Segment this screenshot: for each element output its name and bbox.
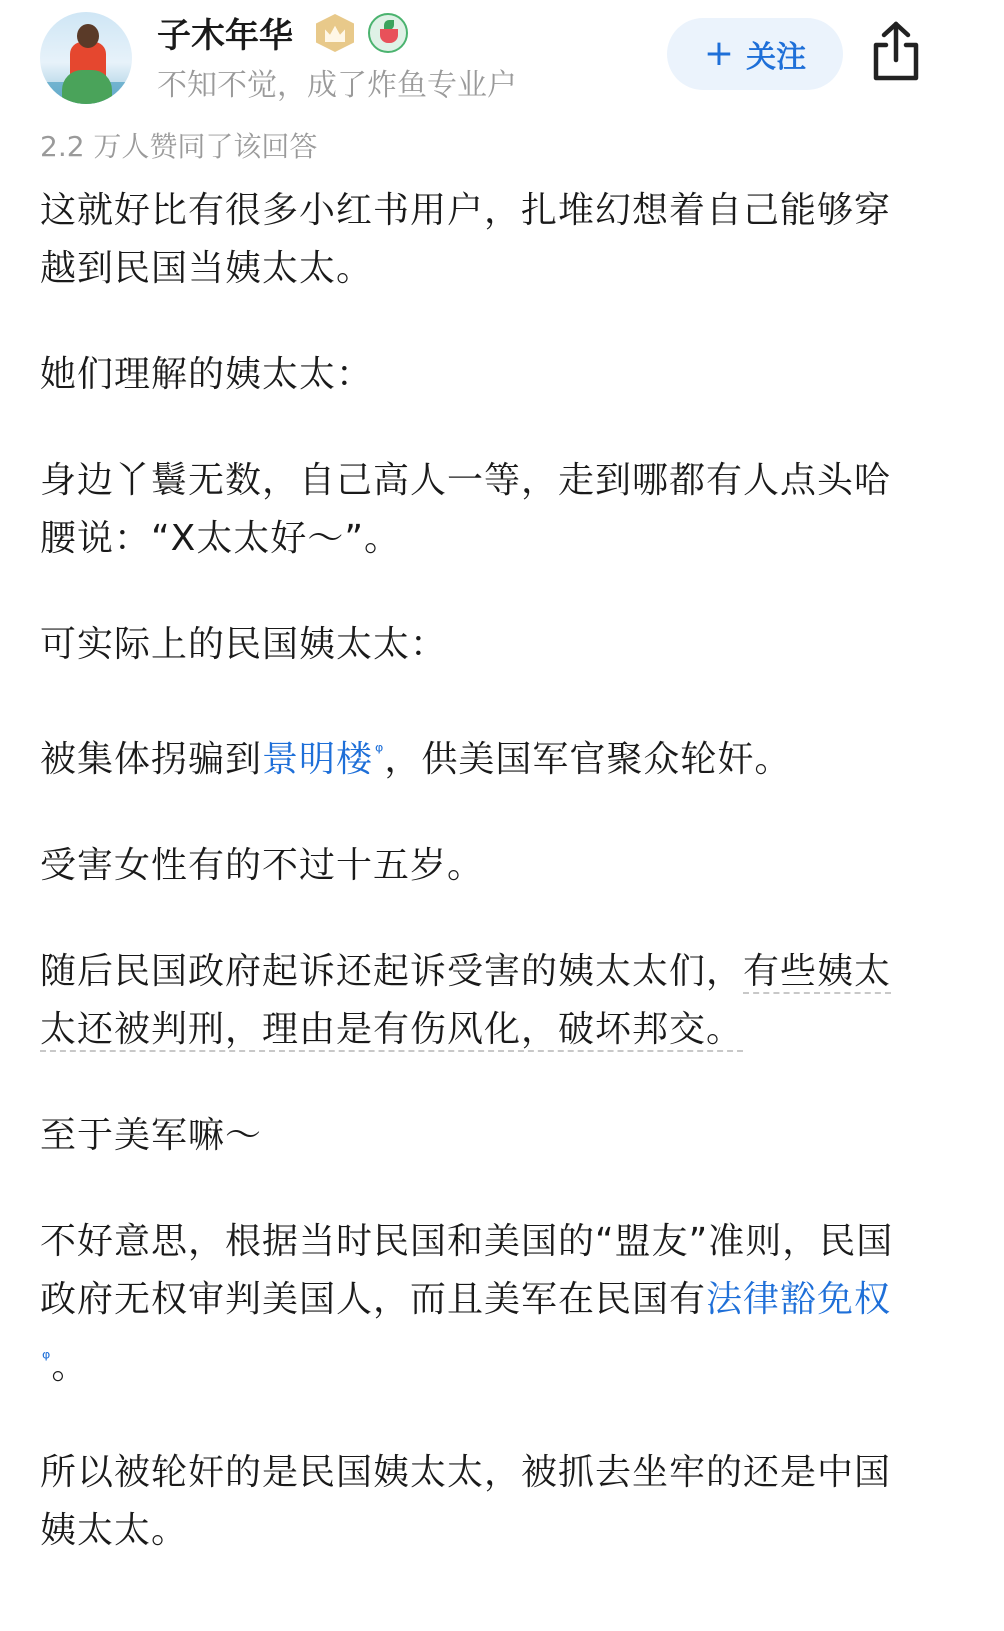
search-icon: ᵠ (375, 739, 385, 763)
vote-count: 2.2 万人赞同了该回答 (40, 130, 318, 163)
cup-shape (380, 29, 398, 43)
link-text: 景明楼 (262, 739, 374, 780)
paragraph: 她们理解的姨太太： (40, 354, 374, 395)
author-name[interactable]: 子木年华 (157, 16, 293, 56)
crown-badge-icon[interactable] (316, 14, 354, 52)
text: 。 (51, 1346, 89, 1387)
answer-content (40, 182, 920, 1608)
text: 不好意思，根据当时民国和美国的“盟友”准则，民国政府无权审判美国人，而且美军在民国有 (40, 1221, 894, 1320)
author-bio: 不知不觉，成了炸鱼专业户 (157, 68, 517, 103)
plant-badge-icon[interactable] (368, 13, 408, 53)
search-icon: ᵠ (42, 1346, 52, 1370)
text: 随后民国政府起诉还起诉受害的姨太太们， (40, 951, 744, 992)
paragraph: 所以被轮奸的是民国姨太太，被抓去坐牢的还是中国姨太太。 (40, 1452, 892, 1551)
link-text: 法律豁免权 (706, 1279, 892, 1320)
avatar-plant (62, 70, 112, 104)
text: ，供美国军官聚众轮奸。 (384, 739, 792, 780)
follow-label: 关注 (746, 40, 807, 75)
paragraph: 身边丫鬟无数，自己高人一等，走到哪都有人点头哈腰说：“X太太好～”。 (40, 460, 892, 559)
answer-header (0, 0, 1004, 130)
crown-shape (325, 24, 345, 42)
paragraph: 这就好比有很多小红书用户，扎堆幻想着自己能够穿越到民国当姨太太。 (40, 190, 892, 289)
paragraph (40, 943, 920, 1059)
paragraph: 受害女性有的不过十五岁。 (40, 845, 485, 886)
text: 被集体拐骗到 (40, 739, 263, 780)
paragraph (40, 1213, 920, 1396)
paragraph: 至于美军嘛～ (40, 1115, 263, 1156)
annotated-text[interactable]: 有些姨太太还被判刑，理由是有伤风化，破坏邦交。 (40, 951, 892, 1050)
search-link-jingminglou[interactable] (262, 739, 384, 780)
plus-icon: + (703, 33, 735, 74)
author-avatar[interactable] (40, 12, 132, 104)
paragraph (40, 722, 920, 789)
share-icon[interactable] (868, 20, 924, 82)
paragraph: 可实际上的民国姨太太： (40, 624, 448, 665)
avatar-head (77, 24, 99, 48)
follow-button[interactable] (667, 18, 843, 90)
